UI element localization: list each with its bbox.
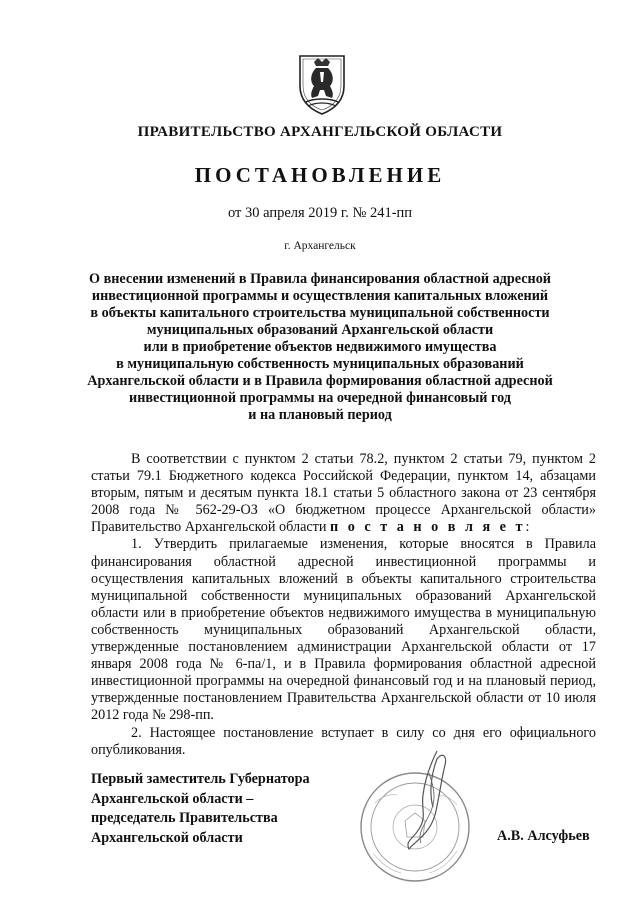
heading-line: Архангельской области и в Правила формирования областной адресной [87, 373, 553, 389]
document-heading [78, 271, 562, 424]
official-seal-icon [345, 745, 490, 895]
signatory-position-line: Первый заместитель Губернатора [91, 771, 310, 787]
government-name: ПРАВИТЕЛЬСТВО АРХАНГЕЛЬСКОЙ ОБЛАСТИ [137, 124, 503, 140]
signatory-position-line: Архангельской области [91, 829, 243, 846]
heading-line: муниципальных образований Архангельской области [146, 322, 494, 338]
document-type-title: ПОСТАНОВЛЕНИЕ [194, 163, 446, 187]
preamble-text: В соответствии с пунктом 2 статьи 78.2, пунктом 2 статьи 79, пунктом 2 статьи 79.1 Бюджетного кодекса Российской Федерации, пунктом 14, абзацами вторым, пятым и десятым пункта 18.1 статьи 5 областного закона от 23 сентября 2008 года № 562-29-ОЗ «О бюджетном процессе Архангельской области» Правительство Архангельской области [91, 451, 596, 536]
document-date-number: от 30 апреля 2019 г. № 241-пп [227, 205, 413, 221]
heading-line: и на плановый период [248, 407, 392, 423]
item-2-paragraph: 2. Настоящее постановление вступает в силу со дня его официального опубликования. [91, 724, 596, 758]
signatory-position-line: Архангельской области – [91, 790, 254, 807]
document-city: г. Архангельск [284, 240, 356, 252]
document-body [91, 451, 596, 759]
signatory-position-line: председатель Правительства [91, 810, 278, 826]
decree-colon: : [525, 519, 530, 536]
heading-line: О внесении изменений в Правила финансирования областной адресной [89, 271, 551, 287]
coat-of-arms-emblem [296, 52, 348, 116]
signatory-name: А.В. Алсуфьев [497, 828, 590, 844]
heading-line: или в приобретение объектов недвижимого имущества [143, 339, 497, 355]
heading-line: инвестиционной программы и осуществления капитальных вложений [91, 288, 549, 304]
preamble-paragraph [91, 451, 596, 536]
decree-word: п о с т а н о в л я е т [330, 519, 526, 536]
heading-line: в объекты капитального строительства муниципальной собственности [90, 305, 550, 321]
heading-line: инвестиционной программы на очередной финансовый год [129, 390, 511, 406]
item-1-paragraph: 1. Утвердить прилагаемые изменения, которые вносятся в Правила финансирования областной адресной инвестиционной программы и осуществления капитальных вложений в объекты капитального строительства муниципальной собственности муниципальных образований Архангельской области или в приобретение объектов недвижимого имущества в муниципальную собственность муниципальных образований Архангельской области, утвержденные постановлением администрации Архангельской области от 17 января 2008 года № 6-па/1, и в Правила формирования областной адресной инвестиционной программы на очередной финансовый год и на плановый период, утвержденные постановлением Правительства Архангельской области от 10 июля 2012 года № 298-пп. [91, 536, 596, 724]
heading-line: в муниципальную собственность муниципальных образований [116, 356, 524, 372]
signatory-position [91, 770, 310, 848]
